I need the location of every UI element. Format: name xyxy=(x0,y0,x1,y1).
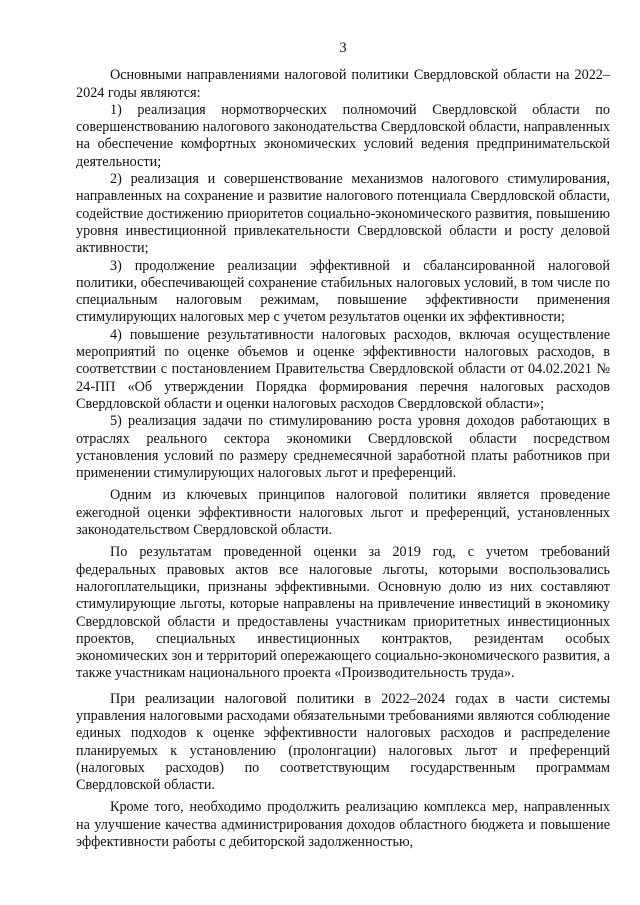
paragraph-item-4: 4) повышение результативности налоговых расходов, включая осуществление мероприятий по оценке объемов и оценке эффективности налоговых расходов, в соответствии с постановлением Правительства Свердловской области от 04.02.2021 № 24-ПП «Об утверждении Порядка формирования перечня налоговых расходов Свердловской области и оценки налоговых расходов Свердловской области»; xyxy=(76,326,610,412)
page-number: 3 xyxy=(339,40,347,56)
paragraph-intro: Основными направлениями налоговой политики Свердловской области на 2022–2024 годы являются: xyxy=(76,67,610,101)
paragraph-tax-expenditure-management: При реализации налоговой политики в 2022–2024 годах в части системы управления налоговыми расходами обязательными требованиями являются соблюдение единых подходов к оценке эффективности налоговых расходов и распределение планируемых к установлению (пролонгации) налоговых льгот и преференций (налоговых расходов) по соответствующим государственным программам Свердловской области. xyxy=(76,690,610,794)
paragraph-key-principle: Одним из ключевых принципов налоговой политики является проведение ежегодной оценки эффективности налоговых льгот и преференций, установленных законодательством Свердловской области. xyxy=(76,487,610,539)
paragraph-item-5: 5) реализация задачи по стимулированию роста уровня доходов работающих в отраслях реального сектора экономики Свердловской области посредством установления условий по размеру среднемесячной заработной платы работников при применении стимулирующих налоговых льгот и преференций. xyxy=(76,413,610,482)
paragraph-assessment-results: По результатам проведенной оценки за 2019 год, с учетом требований федеральных правовых актов все налоговые льготы, которыми воспользовались налогоплательщики, признаны эффективными. Основную долю из них составляют стимулирующие льготы, которые направлены на привлечение инвестиций в экономику Свердловской области и предоставлены участникам приоритетных инвестиционных проектов, специальных инвестиционных контрактов, резидентам особых экономических зон и территорий опережающего социально-экономического развития, а также участникам национального проекта «Производительность труда». xyxy=(76,544,610,682)
paragraph-additional-measures: Кроме того, необходимо продолжить реализацию комплекса мер, направленных на улучшение качества администрирования доходов областного бюджета и повышение эффективности работы с дебиторской задолженностью, xyxy=(76,799,610,851)
paragraph-item-3: 3) продолжение реализации эффективной и сбалансированной налоговой политики, обеспечивающей сохранение стабильных налоговых условий, в том числе по специальным налоговым режимам, повышение эффективности применения стимулирующих налоговых мер с учетом результатов оценки их эффективности; xyxy=(76,257,610,326)
paragraph-item-2: 2) реализация и совершенствование механизмов налогового стимулирования, направленных на сохранение и развитие налогового потенциала Свердловской области, содействие достижению приоритетов социально-экономического развития, повышению уровня инвестиционной привлекательности Свердловской области и росту деловой активности; xyxy=(76,171,610,257)
paragraph-item-1: 1) реализация нормотворческих полномочий Свердловской области по совершенствованию налогового законодательства Свердловской области, направленных на обеспечение комфортных экономических условий ведения предпринимательской деятельности; xyxy=(76,101,610,170)
